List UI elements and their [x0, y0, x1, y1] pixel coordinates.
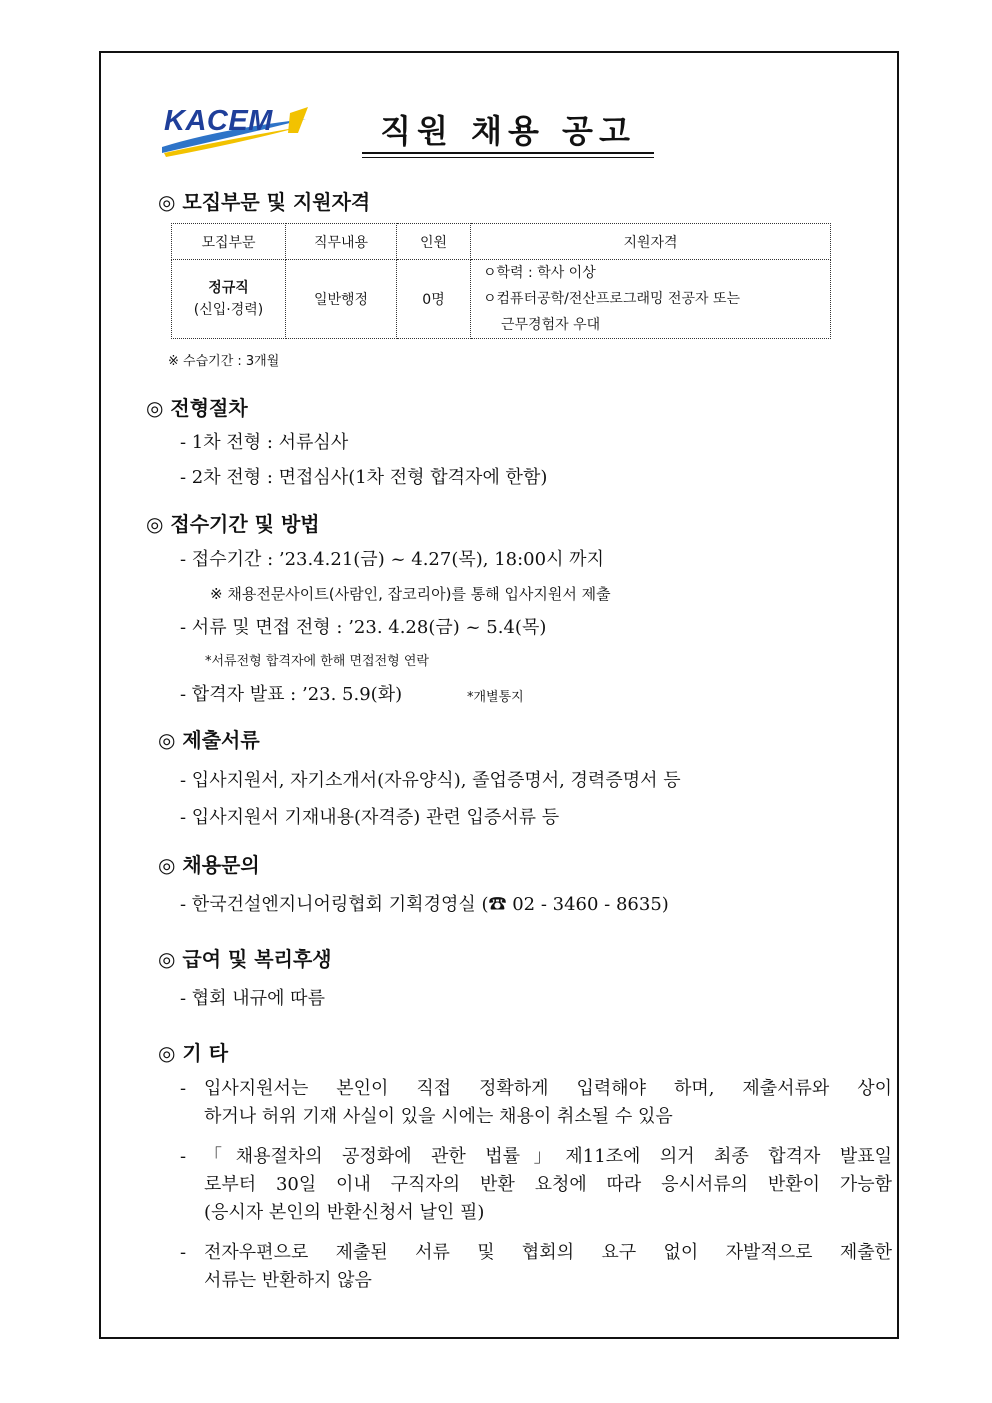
screening-note: *서류전형 합격자에 한해 면접전형 연락: [205, 654, 429, 669]
etc-line: 로부터 30일 이내 구직자의 반환 요청에 따라 응시서류의 반환이 가능함: [204, 1174, 892, 1195]
section-heading-procedure: ◎ 전형절차: [146, 396, 248, 420]
announcement-date: - 합격자 발표 : ’23. 5.9(화): [180, 684, 403, 705]
count-cell: 0명: [397, 260, 471, 339]
title-underline: [362, 152, 654, 154]
section-heading-recruitment: ◎ 모집부문 및 지원자격: [158, 190, 371, 214]
table-header-row: [172, 224, 831, 260]
etc-line: 하거나 허위 기재 사실이 있을 시에는 채용이 취소될 수 있음: [204, 1106, 673, 1127]
documents-item: - 입사지원서, 자기소개서(자유양식), 졸업증명서, 경력증명서 등: [180, 770, 681, 791]
etc-paragraph: [180, 1239, 892, 1295]
etc-dash: -: [180, 1146, 187, 1167]
qualification-cell: [471, 260, 831, 339]
probation-note: ※ 수습기간 : 3개월: [168, 354, 280, 369]
etc-dash: -: [180, 1242, 187, 1263]
etc-dash: -: [180, 1078, 187, 1099]
division-cell: [172, 260, 286, 339]
inquiry-contact: - 한국건설엔지니어링협회 기획경영실 (☎ 02 - 3460 - 8635): [180, 894, 669, 915]
logo-text: KACEM: [164, 105, 273, 137]
recruitment-table: [171, 223, 831, 339]
title-underline-thin: [362, 157, 654, 158]
etc-paragraph: [180, 1075, 892, 1131]
etc-line: 「채용절차의 공정화에 관한 법률」제11조에 의거 최종 합격자 발표일: [204, 1146, 892, 1167]
section-heading-benefits: ◎ 급여 및 복리후생: [158, 947, 332, 971]
page-title: 직원 채용 공고: [380, 112, 636, 150]
etc-line: 입사지원서는 본인이 직접 정확하게 입력해야 하며, 제출서류와 상이: [204, 1078, 892, 1099]
section-heading-documents: ◎ 제출서류: [158, 728, 260, 752]
table-row: [172, 260, 831, 339]
section-heading-inquiry: ◎ 채용문의: [158, 853, 260, 877]
qualification-line: 근무경험자 우대: [501, 317, 601, 333]
qualification-line: ㅇ학력 : 학사 이상: [483, 265, 596, 281]
application-period-note: ※ 채용전문사이트(사람인, 잡코리아)를 통해 입사지원서 제출: [210, 585, 611, 603]
division-main: 정규직: [208, 280, 249, 296]
application-period: - 접수기간 : ’23.4.21(금) ~ 4.27(목), 18:00시 까지: [180, 549, 604, 570]
table-header: 직무내용: [286, 224, 397, 260]
benefits-item: - 협회 내규에 따름: [180, 988, 325, 1009]
section-heading-etc: ◎ 기 타: [158, 1041, 229, 1065]
etc-line: 서류는 반환하지 않음: [204, 1270, 372, 1291]
procedure-item: - 2차 전형 : 면접심사(1차 전형 합격자에 한함): [180, 467, 548, 488]
division-sub: (신입·경력): [193, 302, 264, 318]
documents-item: - 입사지원서 기재내용(자격증) 관련 입증서류 등: [180, 807, 560, 828]
table-header: 모집부문: [172, 224, 286, 260]
section-heading-application: ◎ 접수기간 및 방법: [146, 512, 320, 536]
table-header: 지원자격: [471, 224, 831, 260]
kacem-logo: [160, 103, 310, 158]
table-header: 인원: [397, 224, 471, 260]
screening-period: - 서류 및 면접 전형 : ’23. 4.28(금) ~ 5.4(목): [180, 617, 547, 638]
duty-cell: 일반행정: [286, 260, 397, 339]
qualification-line: ㅇ컴퓨터공학/전산프로그래밍 전공자 또는: [483, 291, 741, 307]
procedure-item: - 1차 전형 : 서류심사: [180, 432, 349, 453]
announcement-note: *개별통지: [467, 690, 524, 705]
etc-paragraph: [180, 1143, 892, 1227]
etc-line: (응시자 본인의 반환신청서 날인 필): [204, 1202, 485, 1223]
etc-line: 전자우편으로 제출된 서류 및 협회의 요구 없이 자발적으로 제출한: [204, 1242, 892, 1263]
